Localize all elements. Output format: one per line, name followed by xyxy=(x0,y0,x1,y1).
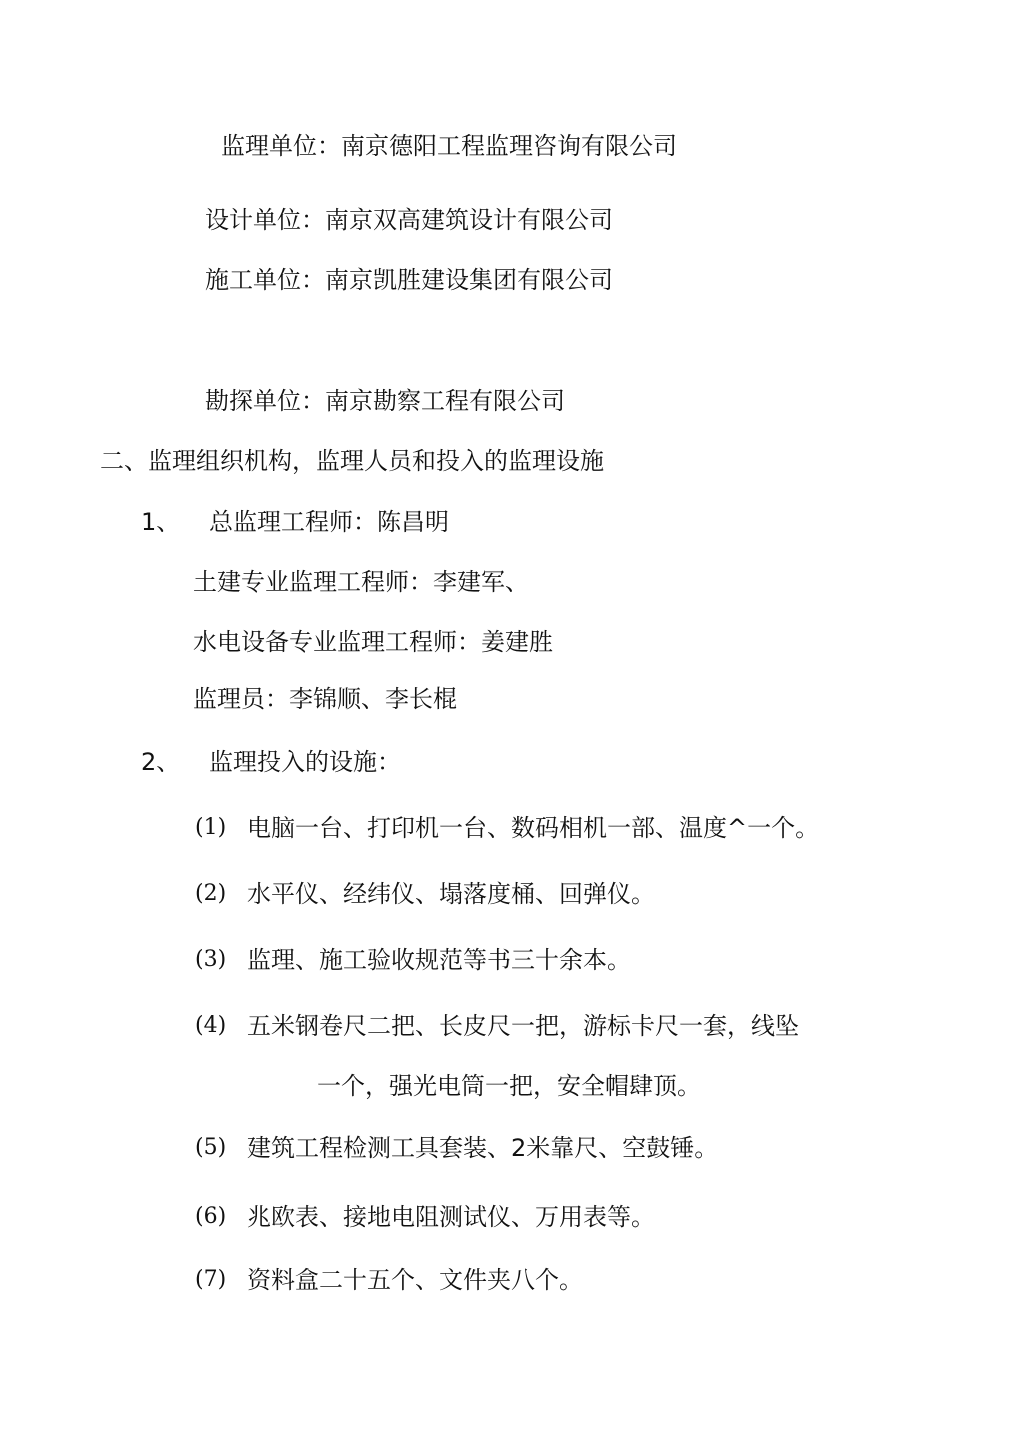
facility-text-7: 资料盒二十五个、文件夹八个。 xyxy=(247,1266,583,1294)
supervision-unit-line: 监理单位：南京德阳工程监理咨询有限公司 xyxy=(221,132,677,160)
construction-unit-line: 施工单位：南京凯胜建设集团有限公司 xyxy=(205,266,613,294)
facility-marker-1: (1) xyxy=(195,815,227,840)
item-number-1: 1、 xyxy=(141,508,181,536)
facility-text-1: 电脑一台、打印机一台、数码相机一部、温度^一个。 xyxy=(247,814,820,842)
facility-text-5: 建筑工程检测工具套装、2米靠尺、空鼓锤。 xyxy=(247,1134,719,1162)
mep-engineer-line: 水电设备专业监理工程师：姜建胜 xyxy=(193,628,553,656)
facility-marker-2: (2) xyxy=(195,881,227,906)
facility-text-6: 兆欧表、接地电阻测试仪、万用表等。 xyxy=(247,1203,655,1231)
civil-engineer-line: 土建专业监理工程师：李建军、 xyxy=(193,568,529,596)
supervisors-line: 监理员：李锦顺、李长棍 xyxy=(193,685,457,713)
facility-text-2: 水平仪、经纬仪、塌落度桶、回弹仪。 xyxy=(247,880,655,908)
facility-marker-7: (7) xyxy=(195,1267,227,1292)
chief-engineer-line: 总监理工程师：陈昌明 xyxy=(209,508,449,536)
facilities-title: 监理投入的设施： xyxy=(209,748,401,776)
facility-marker-4: (4) xyxy=(195,1013,227,1038)
section-heading: 二、监理组织机构，监理人员和投入的监理设施 xyxy=(100,447,604,475)
facility-marker-6: (6) xyxy=(195,1204,227,1229)
facility-marker-5: (5) xyxy=(195,1135,227,1160)
survey-unit-line: 勘探单位：南京勘察工程有限公司 xyxy=(205,387,565,415)
facility-text-4: 五米钢卷尺二把、长皮尺一把，游标卡尺一套，线坠 xyxy=(247,1012,799,1040)
item-number-2: 2、 xyxy=(141,748,181,776)
design-unit-line: 设计单位：南京双高建筑设计有限公司 xyxy=(205,206,613,234)
facility-text-4-continuation: 一个，强光电筒一把，安全帽肆顶。 xyxy=(317,1072,701,1100)
facility-marker-3: (3) xyxy=(195,947,227,972)
facility-text-3: 监理、施工验收规范等书三十余本。 xyxy=(247,946,631,974)
